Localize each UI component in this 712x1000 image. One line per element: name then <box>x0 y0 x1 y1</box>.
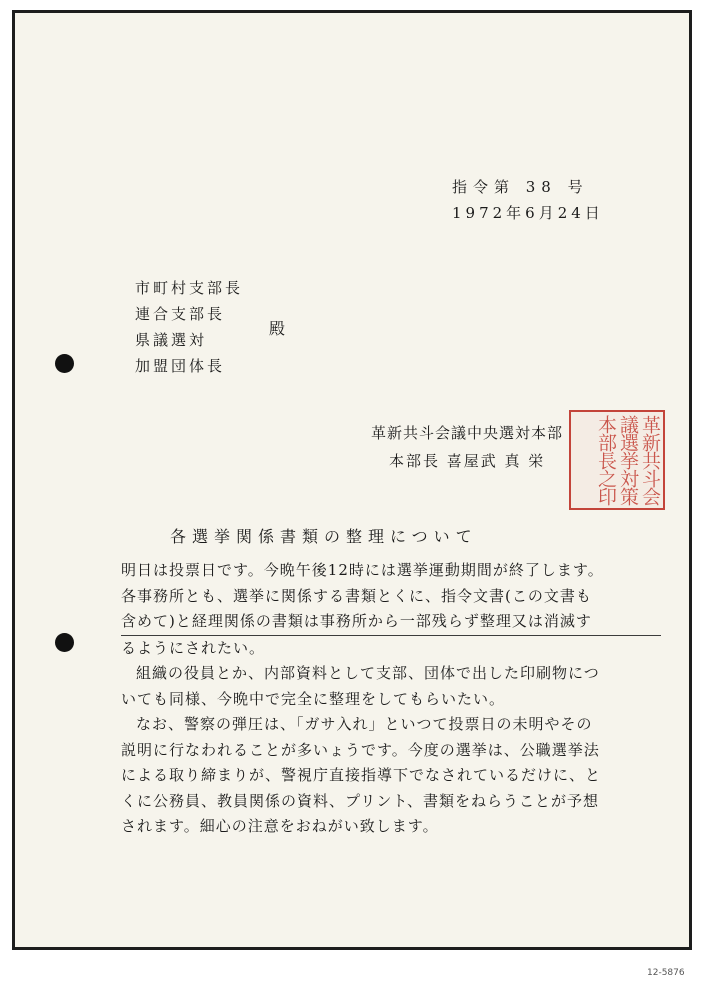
seal-text: 革新共斗会議選挙対策本部長之印 <box>595 415 661 505</box>
addressee: 連合支部長 <box>135 305 226 323</box>
honorific: 殿 <box>269 319 286 338</box>
sender-organization: 革新共斗会議中央選対本部 <box>371 424 564 442</box>
directive-date: 1972年6月24日 <box>452 204 604 222</box>
body-line: 各事務所とも、選挙に関係する書類とくに、指令文書(この文書も <box>121 586 592 605</box>
punch-hole <box>55 633 74 652</box>
catalog-number: 12-5876 <box>647 968 685 978</box>
addressee-list <box>135 275 243 379</box>
body-line: いても同様、今晩中で完全に整理をしてもらいたい。 <box>121 689 506 708</box>
body-line: 含めて)と経理関係の書類は事務所から一部残らず整理又は消滅す <box>121 609 661 636</box>
red-seal-stamp <box>569 410 665 510</box>
directive-number: 指令第 38 号 <box>452 178 589 196</box>
addressee: 加盟団体長 <box>135 357 226 375</box>
sender-name: 本部長 喜屋武 真 栄 <box>389 452 546 470</box>
document-body <box>121 558 661 840</box>
addressee: 市町村支部長 <box>135 279 244 297</box>
body-line: くに公務員、教員関係の資料、プリント、書類をねらうことが予想 <box>121 791 600 810</box>
addressee: 県議選対 <box>135 331 208 349</box>
body-line: 組織の役員とか、内部資料として支部、団体で出した印刷物につ <box>136 664 600 682</box>
body-line: されます。細心の注意をおねがい致します。 <box>121 817 439 835</box>
subject-title: 各選挙関係書類の整理について <box>170 527 478 546</box>
punch-hole <box>55 354 74 373</box>
document-sheet <box>12 10 692 950</box>
body-line: による取り締まりが、警視庁直接指導下でなされているだけに、と <box>121 766 602 784</box>
body-line: 説明に行なわれることが多いょうです。今度の選挙は、公職選挙法 <box>121 740 600 759</box>
body-line: なお、警察の弾圧は、「ガサ入れ」といつて投票日の未明やその <box>136 715 593 733</box>
body-line: 明日は投票日です。今晩午後12時には選挙運動期間が終了します。 <box>121 561 604 579</box>
body-line: るようにされたい。 <box>121 638 266 657</box>
